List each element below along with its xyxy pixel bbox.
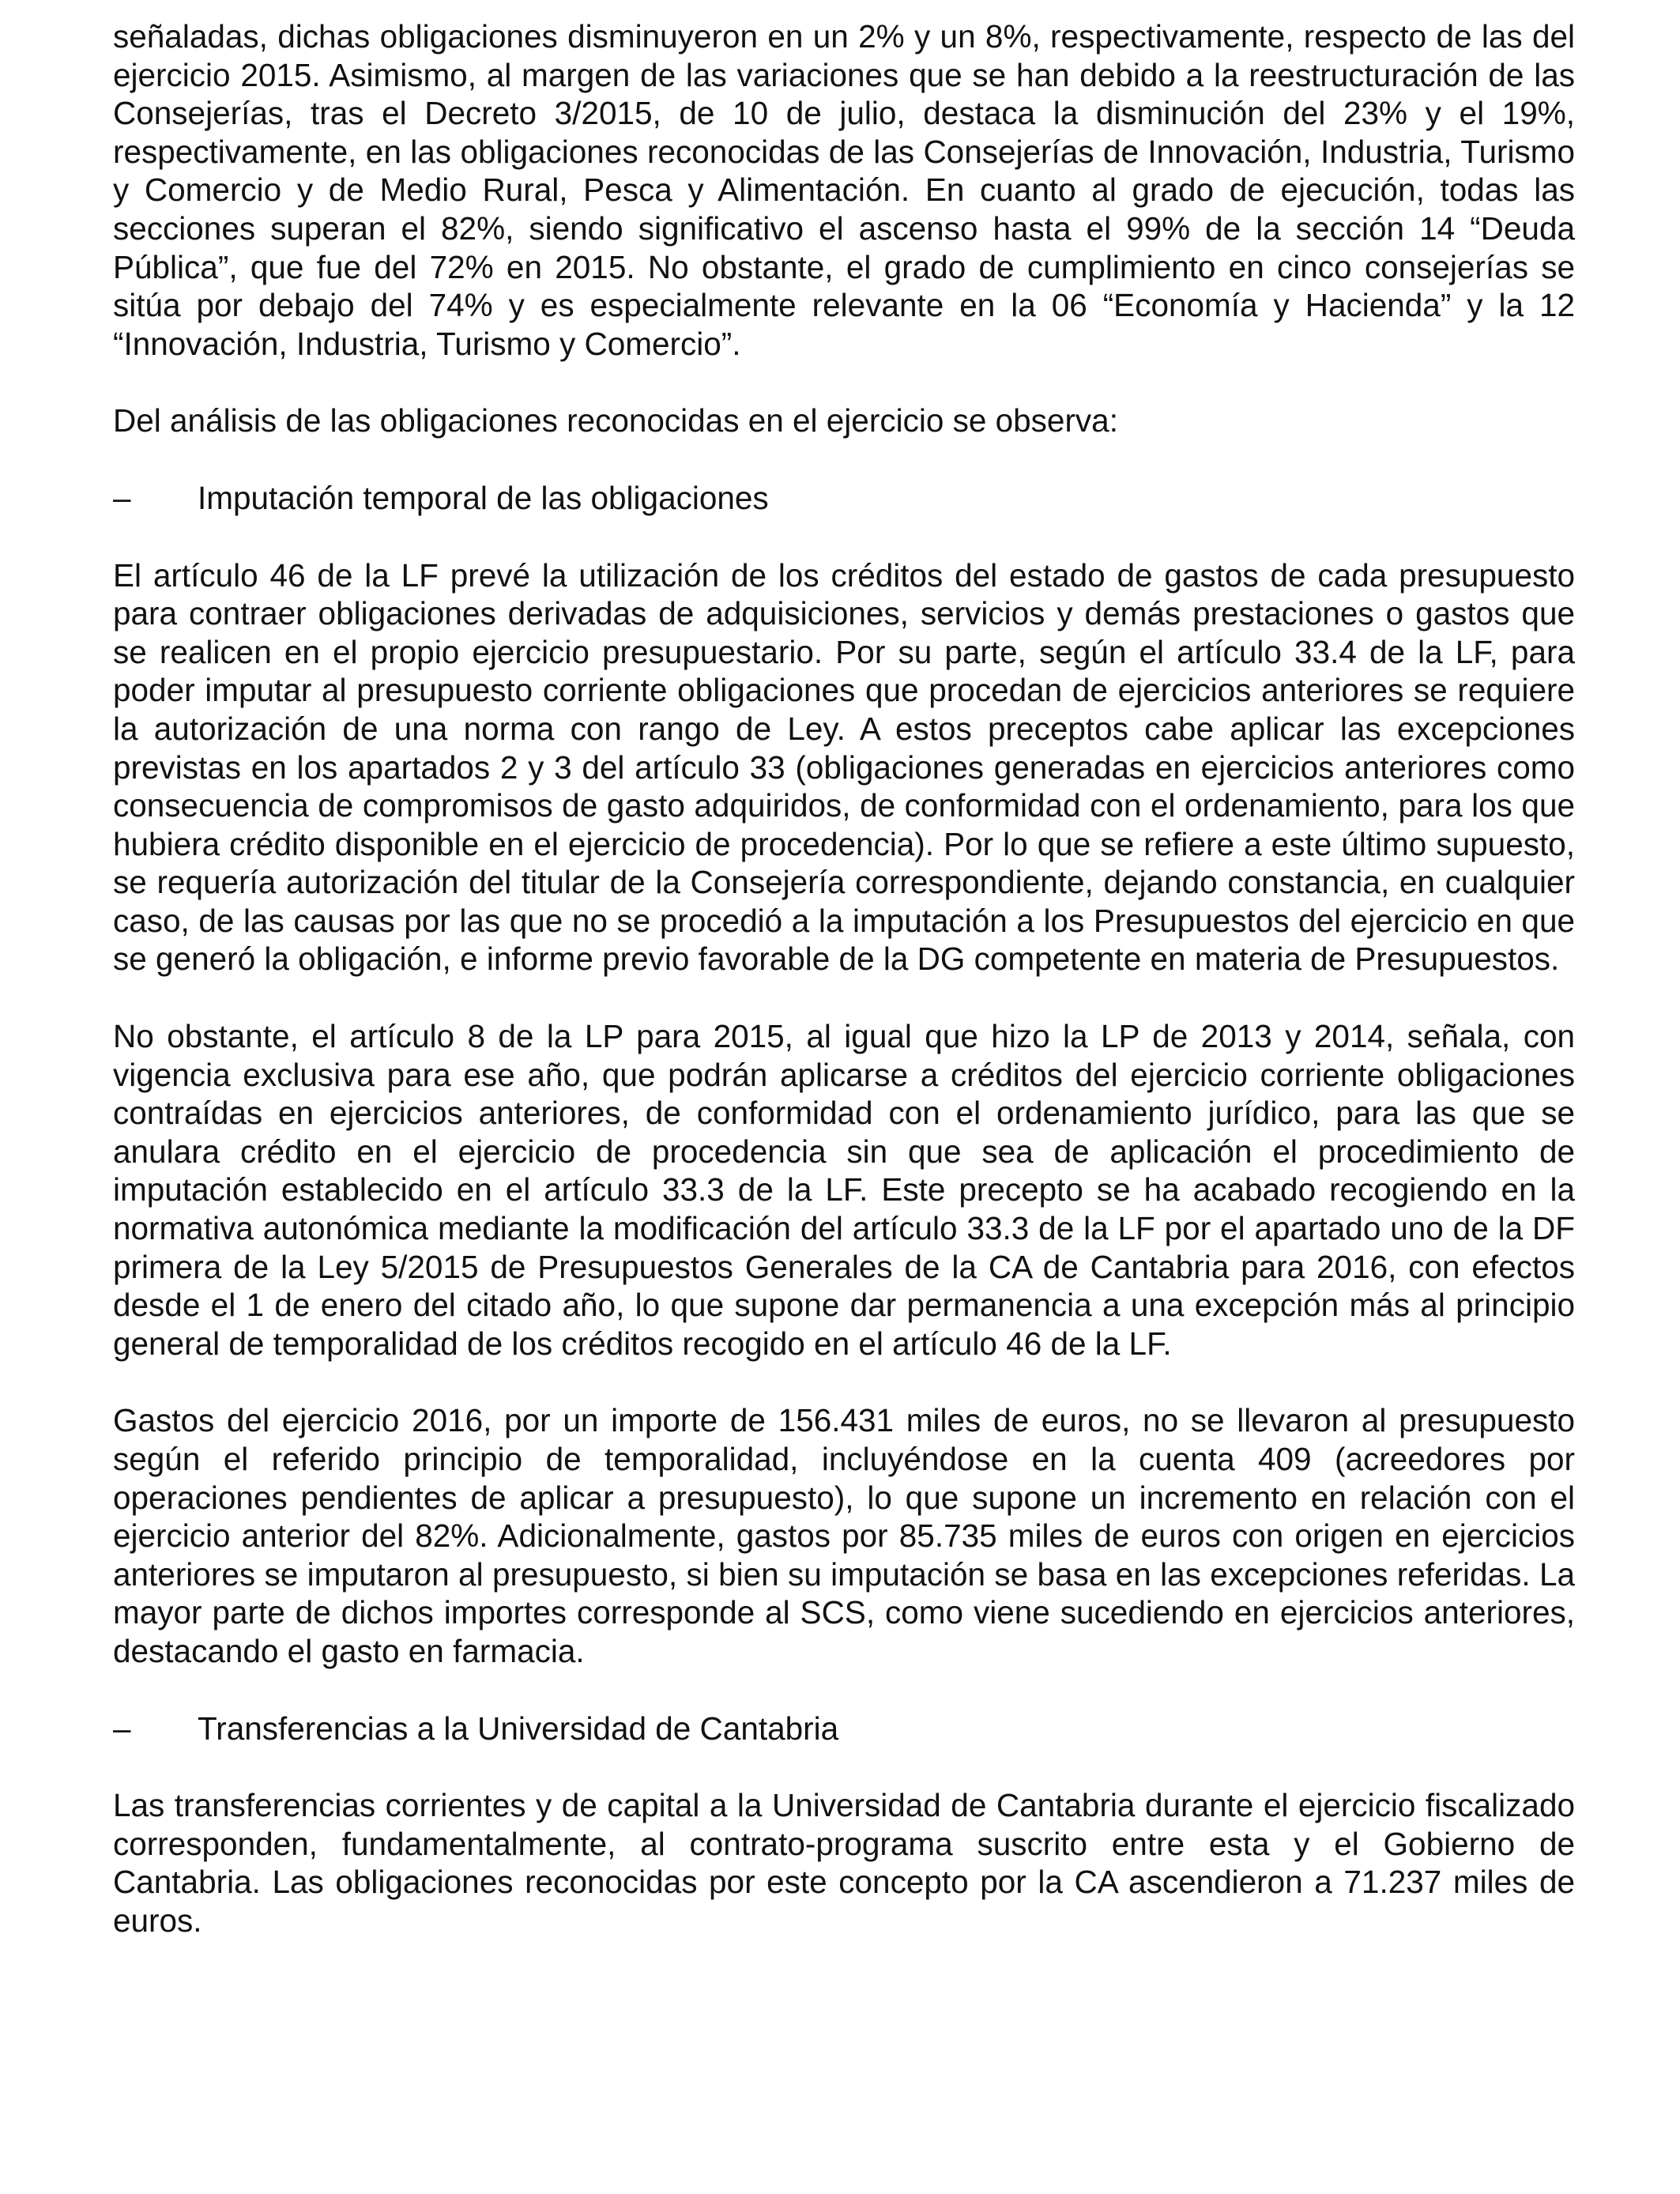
bullet-transferencias-universidad: [113, 1710, 1575, 1748]
document-page: [113, 17, 1575, 1979]
bullet-heading-transferencias: Transferencias a la Universidad de Cantabria: [198, 1710, 839, 1747]
dash-bullet-icon: –: [113, 479, 131, 516]
bullet-heading-imputacion: Imputación temporal de las obligaciones: [198, 479, 769, 516]
bullet-imputacion-temporal: [113, 479, 1575, 518]
paragraph-analisis-intro: Del análisis de las obligaciones reconocidas en el ejercicio se observa:: [113, 402, 1118, 439]
dash-bullet-icon: –: [113, 1710, 131, 1747]
paragraph-obligaciones-consejerias: señaladas, dichas obligaciones disminuyeron en un 2% y un 8%, respectivamente, respecto de las del ejercicio 2015. Asimismo, al margen de las variaciones que se han debido a la reestructuración de las Consejerías, tras el Decreto 3/2015, de 10 de julio, destaca la disminución del 23% y el 19%, respectivamente, en las obligaciones reconocidas de las Consejerías de Innovación, Industria, Turismo y Comercio y de Medio Rural, Pesca y Alimentación. En cuanto al grado de ejecución, todas las secciones superan el 82%, siendo significativo el ascenso hasta el 99% de la sección 14 “Deuda Pública”, que fue del 72% en 2015. No obstante, el grado de cumplimiento en cinco consejerías se sitúa por debajo del 74% y es especialmente relevante en la 06 “Economía y Hacienda” y la 12 “Innovación, Industria, Turismo y Comercio”.: [113, 18, 1575, 362]
paragraph-transferencias-universidad: Las transferencias corrientes y de capital a la Universidad de Cantabria durante el ejercicio fiscalizado corresponden, fundamentalmente, al contrato-programa suscrito entre esta y el Gobierno de Cantabria. Las obligaciones reconocidas por este concepto por la CA ascendieron a 71.237 miles de euros.: [113, 1787, 1575, 1939]
paragraph-gastos-2016: Gastos del ejercicio 2016, por un importe de 156.431 miles de euros, no se llevaron al presupuesto según el referido principio de temporalidad, incluyéndose en la cuenta 409 (acreedores por operaciones pendientes de aplicar a presupuesto), lo que supone un incremento en relación con el ejercicio anterior del 82%. Adicionalmente, gastos por 85.735 miles de euros con origen en ejercicios anteriores se imputaron al presupuesto, si bien su imputación se basa en las excepciones referidas. La mayor parte de dichos importes corresponde al SCS, como viene sucediendo en ejercicios anteriores, destacando el gasto en farmacia.: [113, 1402, 1575, 1669]
paragraph-articulo-46: El artículo 46 de la LF prevé la utilización de los créditos del estado de gastos de cada presupuesto para contraer obligaciones derivadas de adquisiciones, servicios y demás prestaciones o gastos que se realicen en el propio ejercicio presupuestario. Por su parte, según el artículo 33.4 de la LF, para poder imputar al presupuesto corriente obligaciones que procedan de ejercicios anteriores se requiere la autorización de una norma con rango de Ley. A estos preceptos cabe aplicar las excepciones previstas en los apartados 2 y 3 del artículo 33 (obligaciones generadas en ejercicios anteriores como consecuencia de compromisos de gasto adquiridos, de conformidad con el ordenamiento, para los que hubiera crédito disponible en el ejercicio de procedencia). Por lo que se refiere a este último supuesto, se requería autorización del titular de la Consejería correspondiente, dejando constancia, en cualquier caso, de las causas por las que no se procedió a la imputación a los Presupuestos del ejercicio en que se generó la obligación, e informe previo favorable de la DG competente en materia de Presupuestos.: [113, 556, 1575, 978]
paragraph-articulo-8: No obstante, el artículo 8 de la LP para 2015, al igual que hizo la LP de 2013 y 2014, señala, con vigencia exclusiva para ese año, que podrán aplicarse a créditos del ejercicio corriente obligaciones contraídas en ejercicios anteriores, de conformidad con el ordenamiento jurídico, para las que se anulara crédito en el ejercicio de procedencia sin que sea de aplicación el procedimiento de imputación establecido en el artículo 33.3 de la LF. Este precepto se ha acabado recogiendo en la normativa autonómica mediante la modificación del artículo 33.3 de la LF por el apartado uno de la DF primera de la Ley 5/2015 de Presupuestos Generales de la CA de Cantabria para 2016, con efectos desde el 1 de enero del citado año, lo que supone dar permanencia a una excepción más al principio general de temporalidad de los créditos recogido en el artículo 46 de la LF.: [113, 1018, 1575, 1362]
